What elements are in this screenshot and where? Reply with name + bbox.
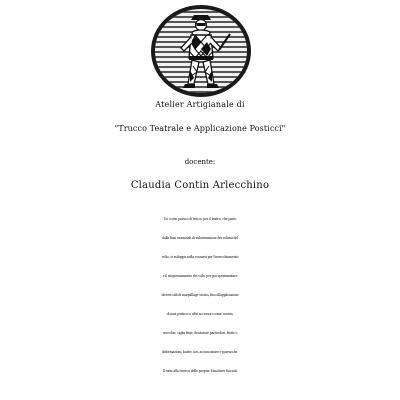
description-line: orecchie, ciglia finte, dentature particolari, ferite o — [162, 331, 238, 335]
description-line: e il ringiovanimento dei volti, per poi sperimentare — [162, 274, 238, 278]
teacher-label: docente: — [184, 158, 216, 166]
description-line: volto, si sviluppa nella cosmesi per l'invecchiamento — [161, 255, 239, 259]
course-description — [0, 210, 400, 381]
teacher-name: Claudia Contin Arlecchino — [130, 180, 270, 191]
description-line: di nasi posticci e altri accessori come: mento, — [166, 312, 234, 316]
description-line: dalle basi essenziali di valorizzazione dei volumi del — [162, 236, 238, 240]
description-line: diversi stili di maquillage storici, fino allapplicazione — [161, 293, 239, 297]
title-line-1: Atelier Artigianale di — [155, 100, 245, 109]
description-line: deformazioni, barbe, nei, acconciature e parrucche. — [161, 350, 239, 354]
harlequin-medallion-icon — [150, 4, 252, 98]
description-line: Il tutto alla ricerca delle proprie Maschere facciali. — [162, 369, 238, 373]
title-line-2: "Trucco Teatrale e Applicazione Posticci" — [114, 124, 286, 133]
description-line: Un corso pratico di trucco per il teatro, che parte — [163, 217, 237, 221]
